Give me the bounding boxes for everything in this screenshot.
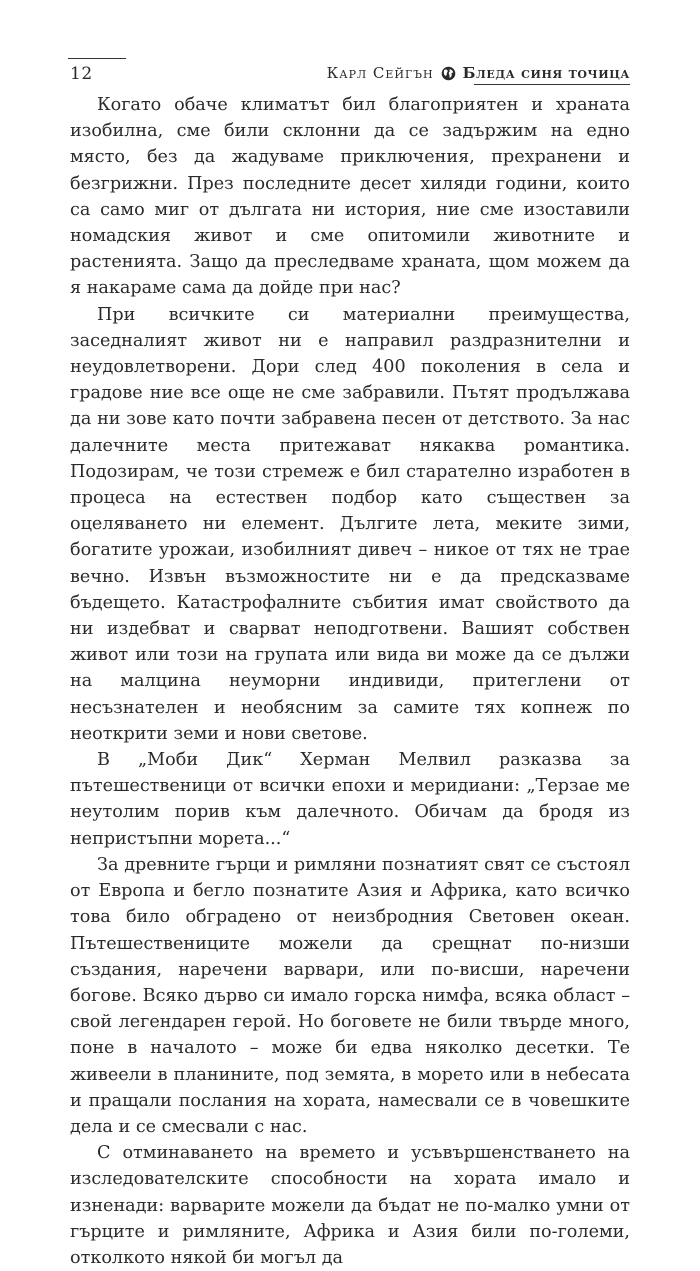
globe-icon (441, 66, 456, 81)
paragraph: Когато обаче климатът бил благоприятен и храната изобилна, сме били склонни да се задържим на едно място, без да жадуваме приключения, прехранени и безгрижни. През последните десет хиляди години, които са само миг от дългата ни история, ние сме изоставили номадския живот и сме опитомили животните и растенията. Защо да преследваме храната, щом можем да я накараме сама да дойде при нас? (70, 95, 630, 299)
header-rule-left (68, 58, 126, 59)
paragraph: С отминаването на времето и усъвършенстването на изследователските способности на хората имало и изненади: варварите можели да бъдат не по-малко умни от гърците и римляните, Африка и Азия били по-големи, отколкото някой би могъл да (70, 1143, 630, 1268)
paragraph: За древните гърци и римляни познатият свят се състоял от Европа и бегло познатите Азия и Африка, като всичко това било обградено от неизбродния Световен океан. Пътешествениците можели да срещнат по-низши създания, наречени варвари, или по-висши, наречени богове. Всяко дърво си имало горска нимфа, всяка област – свой легендарен герой. Но боговете не били твърде много, поне в началото – може би едва няколко десетки. Те живеели в планините, под земята, в морето или в небесата и пращали послания на хората, намесвали се в човешките дела и се смесвали с нас. (70, 854, 630, 1137)
running-head (327, 64, 630, 82)
page-number: 12 (70, 64, 93, 84)
paragraph: В „Моби Дик“ Херман Мелвил разказва за пътешественици от всички епохи и меридиани: „Терзае ме неутолим порив към далечното. Обичам да бродя из непристъпни морета...“ (70, 750, 630, 849)
book-title: Бледа синя точица (462, 64, 630, 82)
author-name: Карл Сейгън (326, 64, 434, 82)
paragraph: При всичките си материални преимущества, заседналият живот ни е направил раздразнителни и неудовлетворени. Дори след 400 поколения в села и градове ние все още не сме забравили. Пътят продължава да ни зове като почти забравена песен от детството. За нас далечните места притежават някаква романтика. Подозирам, че този стремеж е бил старателно изработен в процеса на естествен подбор като съществен за оцеляването ни елемент. Дългите лета, меките зими, богатите урожаи, изобилният дивеч – никое от тях не трае вечно. Извън възможностите ни е да предсказваме бъдещето. Катастрофалните събития имат свойството да ни издебват и сварват неподготвени. Вашият собствен живот или този на групата или вида ви може да се дължи на малцина неуморни индивиди, притеглени от несъзнателен и необясним за самите тях копнеж по неоткрити земи и нови светове. (70, 304, 630, 744)
body-text (70, 92, 630, 1271)
header-rule-right (474, 84, 630, 85)
